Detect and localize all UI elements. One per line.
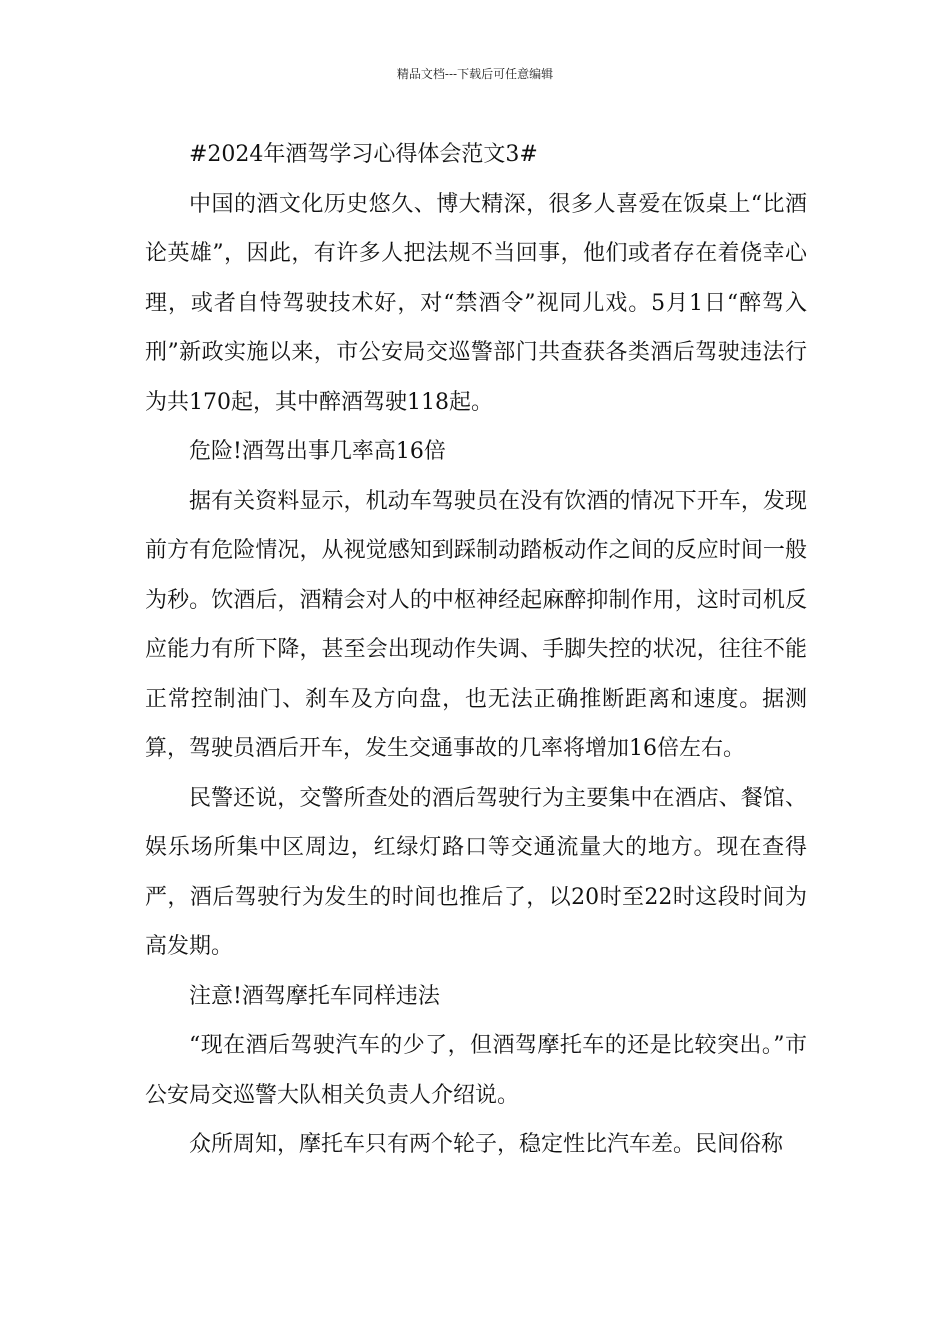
section-heading: 危险!酒驾出事几率高16倍 — [189, 439, 446, 464]
section-title: #2024年酒驾学习心得体会范文3# — [189, 142, 538, 167]
section-heading: 注意!酒驾摩托车同样违法 — [189, 983, 440, 1009]
body-paragraph: 据有关资料显示，机动车驾驶员在没有饮酒的情况下开车，发现前方有危险情况，从视觉感知到踩制动踏板动作之间的反应时间一般为秒。饮酒后，酒精会对人的中枢神经起麻醉抑制作用，这时司机反应能力有所下降，甚至会出现动作失调、手脚失控的状况，往往不能正常控制油门、刹车及方向盘，也无法正确推断距离和速度。据测算，驾驶员酒后开车，发生交通事故的几率将增加16倍左右。 — [145, 488, 807, 761]
page-header: 精品文档---下载后可任意编辑 — [396, 67, 554, 81]
body-paragraph: 民警还说，交警所查处的酒后驾驶行为主要集中在酒店、餐馆、娱乐场所集中区周边，红绿灯路口等交通流量大的地方。现在查得严，酒后驾驶行为发生的时间也推后了，以20时至22时这段时间为高发期。 — [145, 785, 807, 959]
body-paragraph: 众所周知，摩托车只有两个轮子，稳定性比汽车差。民间俗称 — [189, 1132, 784, 1157]
body-paragraph: “现在酒后驾驶汽车的少了，但酒驾摩托车的还是比较突出。”市公安局交巡警大队相关负责人介绍说。 — [145, 1033, 807, 1108]
document-body — [145, 130, 807, 1170]
body-paragraph: 中国的酒文化历史悠久、博大精深，很多人喜爱在饭桌上“比酒论英雄”，因此，有许多人把法规不当回事，他们或者存在着侥幸心理，或者自恃驾驶技术好，对“禁酒令”视同儿戏。5月1日“醉驾入刑”新政实施以来，市公安局交巡警部门共查获各类酒后驾驶违法行为共170起，其中醉酒驾驶118起。 — [145, 191, 807, 415]
